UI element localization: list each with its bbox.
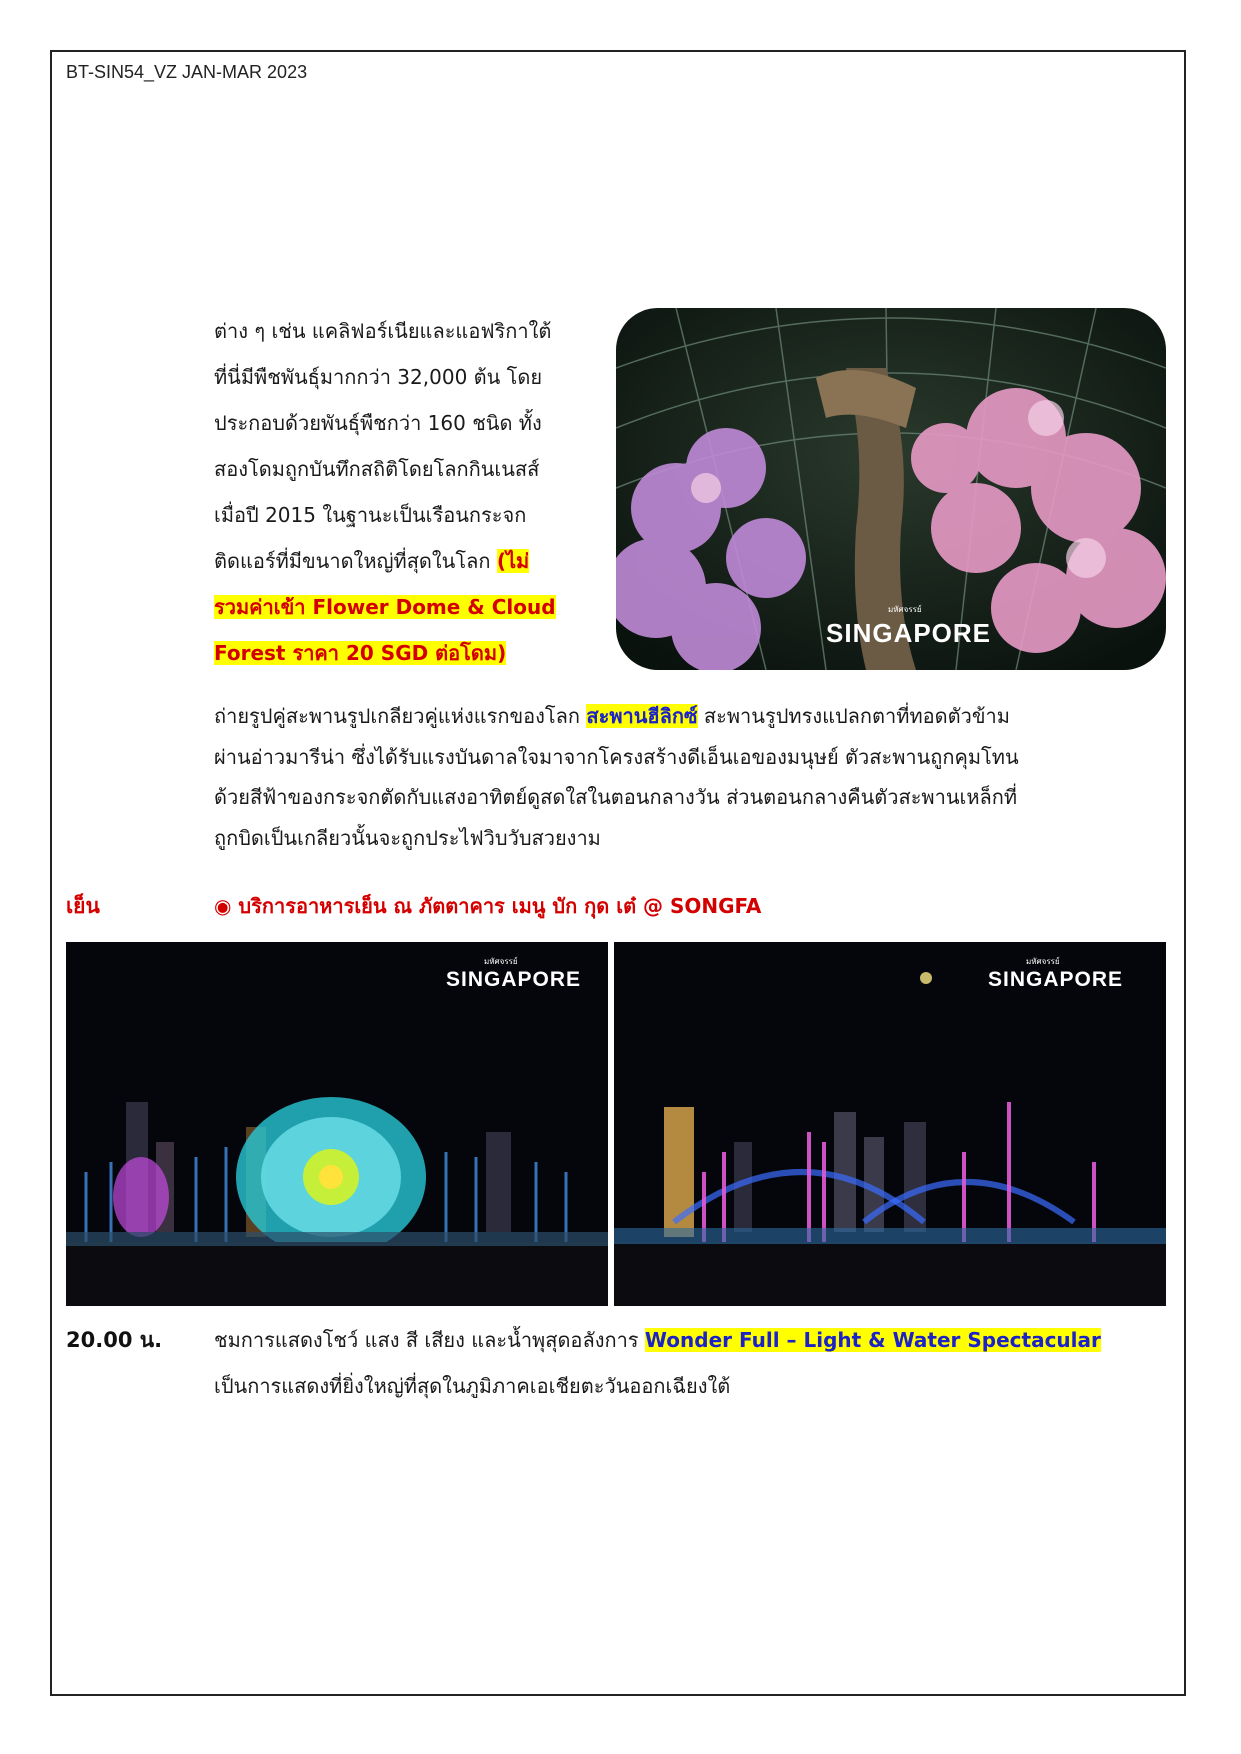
helix-intro: ถ่ายรูปคู่สะพานรูปเกลียวคู่แห่งแรกของโลก <box>214 704 587 728</box>
helix-line-rest: สะพานรูปทรงแปลกตาที่ทอดตัวข้าม <box>697 704 1010 728</box>
garden-line <box>214 630 604 676</box>
dinner-text: บริการอาหารเย็น ณ ภัตตาคาร เมนู บัก กุด เต๋ @ SONGFA <box>238 894 762 918</box>
brand-caption-small: มหัศจรรย์ <box>484 957 518 966</box>
show-description-line2: เป็นการแสดงที่ยิ่งใหญ่ที่สุดในภูมิภาคเอเชียตะวันออกเฉียงใต้ <box>214 1374 731 1398</box>
dinner-row <box>66 890 1166 930</box>
meal-label: เย็น <box>66 894 100 918</box>
garden-line <box>214 538 604 584</box>
garden-line: สองโดมถูกบันทึกสถิติโดยโลกกินเนสส์ <box>214 457 540 481</box>
helix-bridge-name: สะพานฮีลิกซ์ <box>586 704 698 728</box>
helix-line: ผ่านอ่าวมารีน่า ซึ่งได้รับแรงบันดาลใจมาจากโครงสร้างดีเอ็นเอของมนุษย์ ตัวสะพานถูกคุมโทน <box>214 744 1019 769</box>
helix-line: ด้วยสีฟ้าของกระจกตัดกับแสงอาทิตย์ดูสดใสในตอนกลางวัน ส่วนตอนกลางคืนตัวสะพานเหล็กที่ <box>214 785 1018 809</box>
light-show-illustration-2 <box>614 942 1166 1306</box>
flower-dome-photo <box>616 308 1166 670</box>
show-name: Wonder Full – Light & Water Spectacular <box>644 1328 1101 1352</box>
tour-code: BT-SIN54_VZ JAN-MAR 2023 <box>66 62 308 82</box>
brand-caption: SINGAPORE <box>446 968 582 991</box>
flower-dome-illustration <box>616 308 1166 670</box>
helix-bridge-paragraph <box>214 696 1164 858</box>
show-description <box>214 1324 1101 1356</box>
brand-caption-small: มหัศจรรย์ <box>1026 957 1060 966</box>
garden-line: ต่าง ๆ เช่น แคลิฟอร์เนียและแอฟริกาใต้ <box>214 319 552 343</box>
dining-icon: ◉ <box>214 894 232 918</box>
page-border <box>50 50 1186 1696</box>
fee-note: Forest ราคา 20 SGD ต่อโดม) <box>214 641 507 665</box>
light-show-photo-2 <box>614 942 1166 1306</box>
garden-description <box>214 308 604 676</box>
fee-note: รวมค่าเข้า Flower Dome & Cloud <box>214 595 556 619</box>
garden-line <box>214 584 604 630</box>
dinner-info <box>214 890 761 922</box>
brand-caption-small: มหัศจรรย์ <box>888 605 922 614</box>
fee-note: (ไม่ <box>496 549 530 573</box>
light-show-illustration-1 <box>66 942 608 1306</box>
time-label: 20.00 น. <box>66 1328 163 1352</box>
brand-caption: SINGAPORE <box>988 968 1124 991</box>
garden-line-text: ติดแอร์ที่มีขนาดใหญ่ที่สุดในโลก <box>214 549 491 573</box>
helix-line <box>214 696 1164 737</box>
garden-line: ที่นี่มีพืชพันธุ์มากกว่า 32,000 ต้น โดย <box>214 365 543 389</box>
garden-line: เมื่อปี 2015 ในฐานะเป็นเรือนกระจก <box>214 503 527 527</box>
brand-caption: SINGAPORE <box>826 618 992 648</box>
helix-line: ถูกบิดเป็นเกลียวนั้นจะถูกประไฟวิบวับสวยงาม <box>214 825 601 850</box>
show-text: ชมการแสดงโชว์ แสง สี เสียง และน้ำพุสุดอลังการ <box>214 1328 645 1352</box>
garden-line: ประกอบด้วยพันธุ์พืชกว่า 160 ชนิด ทั้ง <box>214 411 542 435</box>
light-show-photo-1 <box>66 942 608 1306</box>
